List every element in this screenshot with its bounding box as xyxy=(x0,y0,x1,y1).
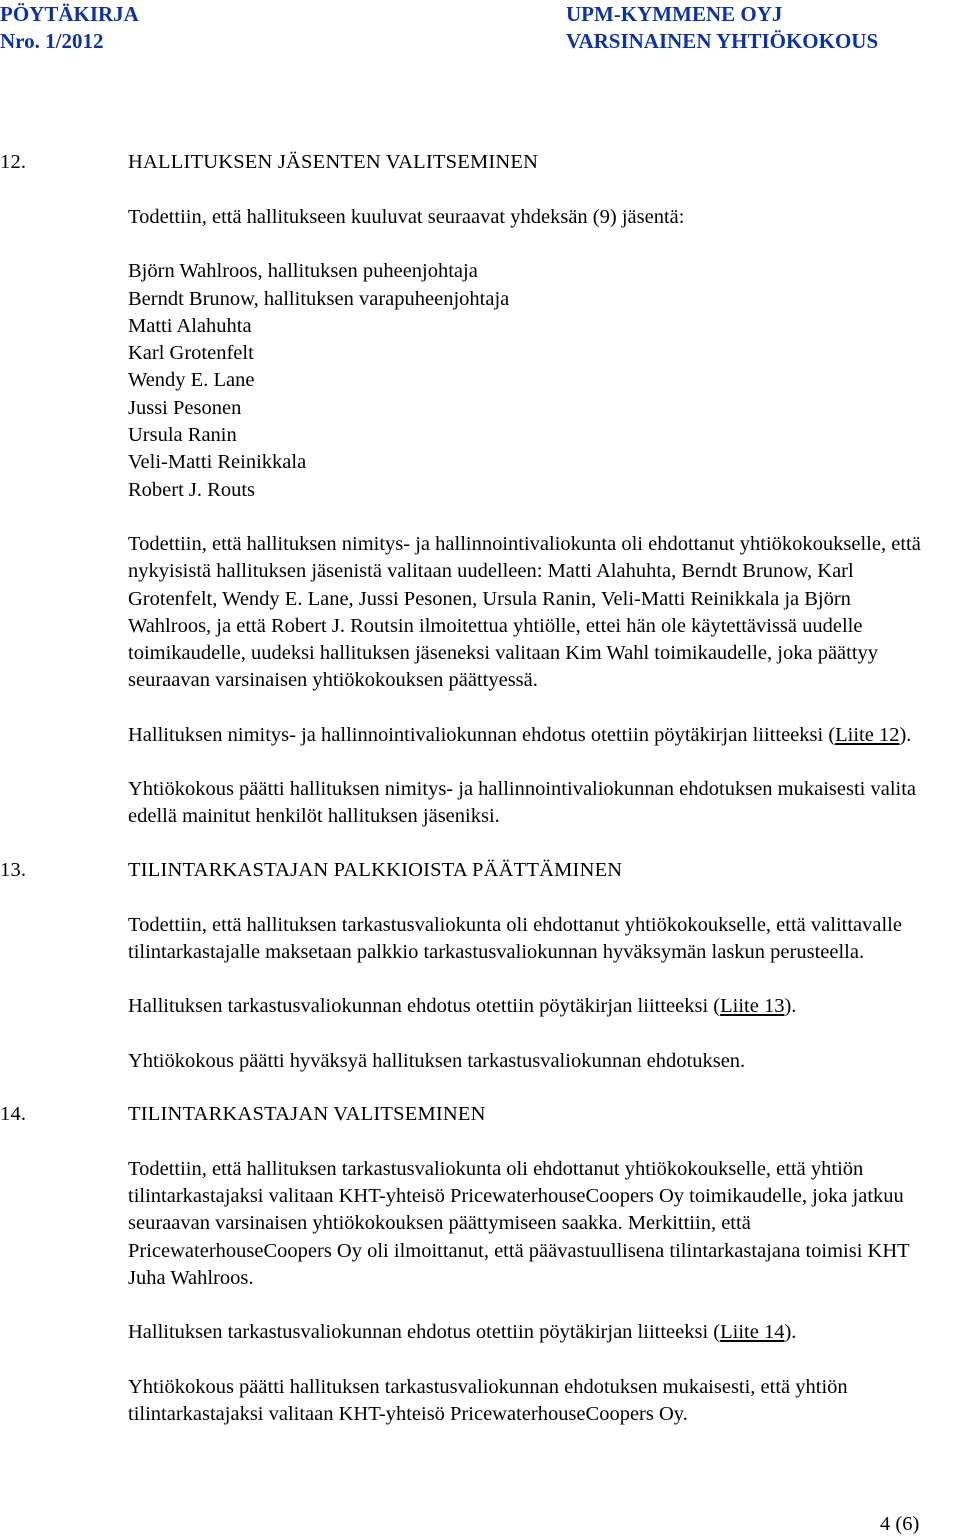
paragraph-text: ). xyxy=(899,723,912,746)
section-13-heading xyxy=(0,857,960,885)
section-14-heading xyxy=(0,1101,960,1129)
section-number: 14. xyxy=(0,1102,27,1125)
attachment-link-14[interactable]: Liite 14 xyxy=(720,1321,785,1344)
list-item: Karl Grotenfelt xyxy=(128,342,254,365)
section-number: 13. xyxy=(0,858,27,881)
section-12-heading xyxy=(0,149,960,177)
list-item: Björn Wahlroos, hallituksen puheenjohtaja xyxy=(128,260,478,283)
meeting-name: VARSINAINEN YHTIÖKOKOUS xyxy=(566,29,879,53)
section-13-paragraph-2 xyxy=(128,993,928,1020)
paragraph-text: Hallituksen nimitys- ja hallinnointivaliokunnan ehdotus otettiin pöytäkirjan liitteeksi ( xyxy=(128,723,836,746)
document-type: PÖYTÄKIRJA xyxy=(0,2,139,26)
list-item: Wendy E. Lane xyxy=(128,369,255,392)
section-12-intro: Todettiin, että hallitukseen kuuluvat seuraavat yhdeksän (9) jäsentä: xyxy=(128,206,685,228)
paragraph-text: Hallituksen tarkastusvaliokunnan ehdotus otettiin pöytäkirjan liitteeksi ( xyxy=(128,1321,721,1344)
section-13-paragraph-1: Todettiin, että hallituksen tarkastusvaliokunta oli ehdottanut yhtiökokoukselle, että valittavalle tilintarkastajalle maksetaan palkkio tarkastusvaliokunnan hyväksymän laskun perusteella. xyxy=(128,913,902,963)
paragraph-text: ). xyxy=(784,1321,797,1344)
section-number: 12. xyxy=(0,151,27,173)
page-header xyxy=(0,0,960,60)
list-item: Robert J. Routs xyxy=(128,478,255,501)
list-item: Matti Alahuhta xyxy=(128,314,252,337)
section-14-paragraph-3: Yhtiökokous päätti hallituksen tarkastusvaliokunnan ehdotuksen mukaisesti, että yhtiön tilintarkastajaksi valitaan KHT-yhteisö PricewaterhouseCoopers Oy. xyxy=(128,1375,848,1425)
section-14-paragraph-1: Todettiin, että hallituksen tarkastusvaliokunta oli ehdottanut yhtiökokoukselle, että yhtiön tilintarkastajaksi valitaan KHT-yhteisö PricewaterhouseCoopers Oy toimikaudelle, joka jatkuu seuraavan varsinaisen yhtiökokouksen päättymiseen saakka. Merkittiin, että PricewaterhouseCoopers Oy oli ilmoittanut, että päävastuullisena tilintarkastajana toimisi KHT Juha Wahlroos. xyxy=(128,1157,910,1290)
section-12-paragraph-1: Todettiin, että hallituksen nimitys- ja hallinnointivaliokunta oli ehdottanut yhtiökokoukselle, että nykyisistä hallituksen jäsenistä valitaan uudelleen: Matti Alahuhta, Berndt Brunow, Karl Grotenfelt, Wendy E. Lane, Jussi Pesonen, Ursula Ranin, Veli-Matti Reinikkala ja Björn Wahlroos, ja että Robert J. Routsin ilmoitettua yhtiölle, ettei hän ole käytettävissä uudelle toimikaudelle, uudeksi hallituksen jäseneksi valitaan Kim Wahl toimikaudelle, joka päättyy seuraavan varsinaisen yhtiökokouksen päättyessä. xyxy=(128,532,921,692)
section-12-paragraph-3: Yhtiökokous päätti hallituksen nimitys- ja hallinnointivaliokunnan ehdotuksen mukaisesti valita edellä mainitut henkilöt hallituksen jäseniksi. xyxy=(128,778,916,828)
board-member-list xyxy=(128,258,960,504)
section-12-paragraph-2 xyxy=(128,722,928,749)
document-number: Nro. 1/2012 xyxy=(0,29,104,53)
section-title: HALLITUKSEN JÄSENTEN VALITSEMINEN xyxy=(128,151,539,173)
document-body xyxy=(0,149,960,1428)
section-14-paragraph-2 xyxy=(128,1319,928,1346)
header-right xyxy=(566,1,878,55)
section-title: TILINTARKASTAJAN PALKKIOISTA PÄÄTTÄMINEN xyxy=(128,858,623,881)
paragraph-text: Hallituksen tarkastusvaliokunnan ehdotus otettiin pöytäkirjan liitteeksi ( xyxy=(128,995,721,1018)
list-item: Berndt Brunow, hallituksen varapuheenjohtaja xyxy=(128,287,510,310)
list-item: Veli-Matti Reinikkala xyxy=(128,451,307,474)
attachment-link-12[interactable]: Liite 12 xyxy=(835,723,900,746)
attachment-link-13[interactable]: Liite 13 xyxy=(720,995,785,1018)
page-number: 4 (6) xyxy=(880,1513,920,1535)
list-item: Ursula Ranin xyxy=(128,424,237,447)
list-item: Jussi Pesonen xyxy=(128,396,242,419)
header-left xyxy=(0,1,139,55)
paragraph-text: ). xyxy=(784,995,797,1018)
company-name: UPM-KYMMENE OYJ xyxy=(566,2,783,26)
section-13-paragraph-3: Yhtiökokous päätti hyväksyä hallituksen tarkastusvaliokunnan ehdotuksen. xyxy=(128,1049,746,1072)
section-title: TILINTARKASTAJAN VALITSEMINEN xyxy=(128,1102,486,1125)
